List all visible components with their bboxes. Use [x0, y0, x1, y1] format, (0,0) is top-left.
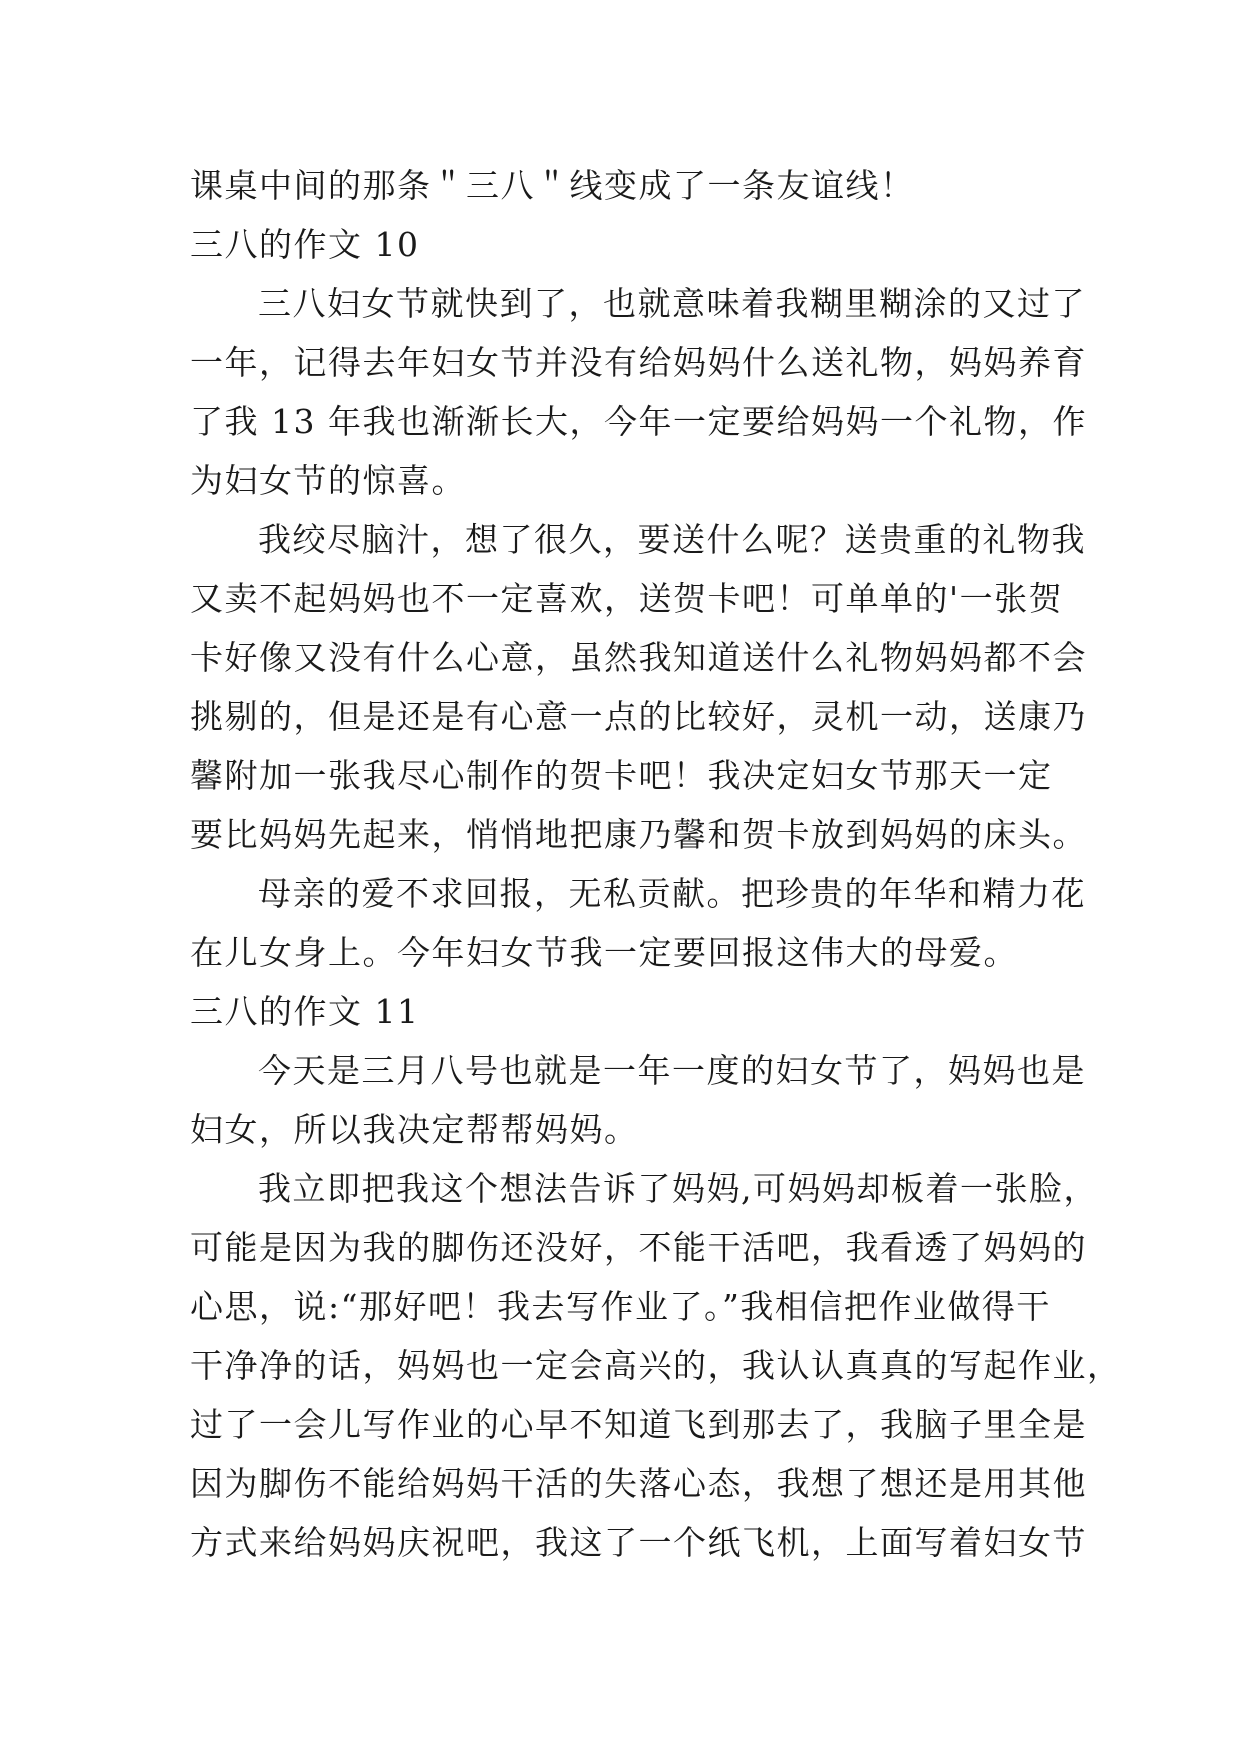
- document-page: [190, 156, 1122, 1572]
- text-line: 挑剔的，但是还是有心意一点的比较好，灵机一动，送康乃: [190, 697, 1087, 736]
- text-line: 可能是因为我的脚伤还没好，不能干活吧，我看透了妈妈的: [190, 1228, 1087, 1267]
- text-line: 过了一会儿写作业的心早不知道飞到那去了，我脑子里全是: [190, 1405, 1087, 1444]
- text-line: 方式来给妈妈庆祝吧，我这了一个纸飞机，上面写着妇女节: [190, 1523, 1087, 1562]
- paragraph-first-line: 母亲的爱不求回报，无私贡献。把珍贵的年华和精力花: [258, 874, 1086, 913]
- text-line: 要比妈妈先起来，悄悄地把康乃馨和贺卡放到妈妈的床头。: [190, 815, 1087, 854]
- text-line: 在儿女身上。今年妇女节我一定要回报这伟大的母爱。: [190, 933, 1018, 972]
- text-line: 为妇女节的惊喜。: [190, 461, 466, 500]
- paragraph-first-line: 今天是三月八号也就是一年一度的妇女节了，妈妈也是: [258, 1051, 1086, 1090]
- paragraph-first-line: 我绞尽脑汁，想了很久，要送什么呢？送贵重的礼物我: [258, 520, 1086, 559]
- text-line: 干净净的话，妈妈也一定会高兴的，我认认真真的写起作业，: [190, 1346, 1122, 1385]
- text-line: 了我 13 年我也渐渐长大，今年一定要给妈妈一个礼物，作: [190, 402, 1087, 441]
- text-line: 妇女，所以我决定帮帮妈妈。: [190, 1110, 639, 1149]
- text-line: 课桌中间的那条＂三八＂线变成了一条友谊线！: [190, 166, 915, 205]
- text-line: 馨附加一张我尽心制作的贺卡吧！我决定妇女节那天一定: [190, 756, 1053, 795]
- text-line: 卡好像又没有什么心意，虽然我知道送什么礼物妈妈都不会: [190, 638, 1087, 677]
- section-heading: 三八的作文 10: [190, 225, 420, 264]
- text-line: 又卖不起妈妈也不一定喜欢，送贺卡吧！可单单的'一张贺: [190, 579, 1064, 618]
- text-line: 一年，记得去年妇女节并没有给妈妈什么送礼物，妈妈养育: [190, 343, 1087, 382]
- text-line: 心思，说:“那好吧！我去写作业了。”我相信把作业做得干: [190, 1287, 1051, 1326]
- paragraph-first-line: 我立即把我这个想法告诉了妈妈,可妈妈却板着一张脸，: [258, 1169, 1098, 1208]
- section-heading: 三八的作文 11: [190, 992, 420, 1031]
- paragraph-first-line: 三八妇女节就快到了，也就意味着我糊里糊涂的又过了: [258, 284, 1086, 323]
- text-line: 因为脚伤不能给妈妈干活的失落心态，我想了想还是用其他: [190, 1464, 1087, 1503]
